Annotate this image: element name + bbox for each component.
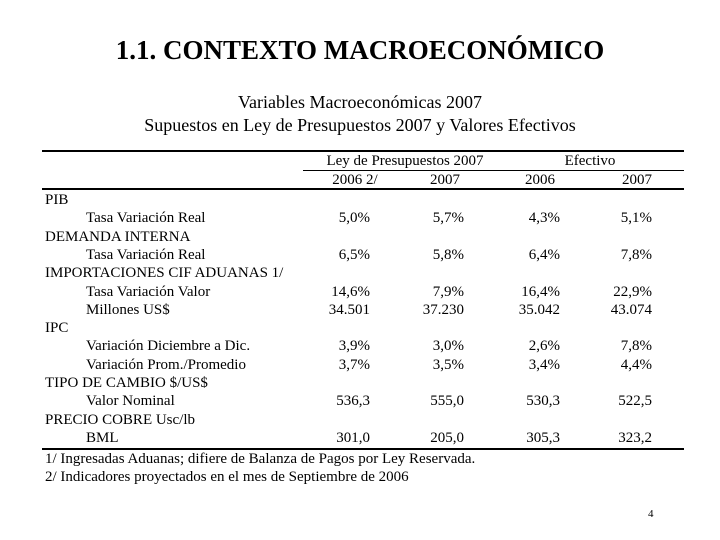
table-row [42, 337, 684, 355]
row-label: BML [86, 430, 119, 446]
table-row [42, 429, 684, 447]
table-cell: 3,5% [432, 357, 464, 373]
page-number: 4 [648, 508, 654, 520]
table-cell: 7,8% [620, 338, 652, 354]
section-label: DEMANDA INTERNA [45, 229, 191, 245]
table-cell: 5,0% [338, 210, 370, 226]
table-cell: 3,9% [338, 338, 370, 354]
footnote-1: 1/ Ingresadas Aduanas; difiere de Balanza de Pagos por Ley Reservada. [45, 451, 476, 467]
table-row [42, 209, 684, 227]
table-cell: 5,1% [620, 210, 652, 226]
header-bottom-rule [42, 188, 684, 190]
subtitle-line-2: Supuestos en Ley de Presupuestos 2007 y Valores Efectivos [144, 115, 576, 135]
header-ley-presupuestos: Ley de Presupuestos 2007 [326, 153, 484, 169]
table-cell: 323,2 [618, 430, 652, 446]
table-cell: 2,6% [528, 338, 560, 354]
table-row [42, 283, 684, 301]
table-section-row [42, 264, 684, 282]
table-row [42, 392, 684, 410]
table-section-row [42, 411, 684, 429]
table-section-row [42, 228, 684, 246]
table-cell: 7,8% [620, 247, 652, 263]
col-header-ley-2006: 2006 2/ [332, 172, 378, 188]
table-cell: 522,5 [618, 393, 652, 409]
table-cell: 205,0 [430, 430, 464, 446]
row-label: Tasa Variación Real [86, 210, 206, 226]
section-label: PIB [45, 192, 69, 208]
table-cell: 301,0 [336, 430, 370, 446]
table-cell: 305,3 [526, 430, 560, 446]
table-cell: 6,4% [528, 247, 560, 263]
table-cell: 4,4% [620, 357, 652, 373]
table-cell: 16,4% [521, 284, 560, 300]
header-underline-efectivo [494, 170, 684, 171]
table-section-row [42, 374, 684, 392]
table-cell: 555,0 [430, 393, 464, 409]
table-cell: 3,4% [528, 357, 560, 373]
section-label: IMPORTACIONES CIF ADUANAS 1/ [45, 265, 284, 281]
section-label: TIPO DE CAMBIO $/US$ [45, 375, 208, 391]
table-cell: 7,9% [432, 284, 464, 300]
header-efectivo: Efectivo [564, 153, 616, 169]
table-cell: 536,3 [336, 393, 370, 409]
row-label: Valor Nominal [86, 393, 175, 409]
table-cell: 22,9% [613, 284, 652, 300]
table-cell: 37.230 [422, 302, 464, 318]
table-cell: 6,5% [338, 247, 370, 263]
table-section-row [42, 319, 684, 337]
col-header-efectivo-2007: 2007 [622, 172, 652, 188]
col-header-efectivo-2006: 2006 [525, 172, 555, 188]
section-label: IPC [45, 320, 69, 336]
table-cell: 35.042 [518, 302, 560, 318]
row-label: Variación Diciembre a Dic. [86, 338, 251, 354]
table-cell: 5,8% [432, 247, 464, 263]
table-cell: 43.074 [610, 302, 652, 318]
table-cell: 14,6% [331, 284, 370, 300]
row-label: Millones US$ [86, 302, 170, 318]
table-row [42, 356, 684, 374]
table-cell: 5,7% [432, 210, 464, 226]
table-cell: 4,3% [528, 210, 560, 226]
table-row [42, 246, 684, 264]
table-cell: 530,3 [526, 393, 560, 409]
table-row [42, 301, 684, 319]
subtitle-line-1: Variables Macroeconómicas 2007 [238, 92, 482, 112]
table-cell: 34.501 [328, 302, 370, 318]
page-title: 1.1. CONTEXTO MACROECONÓMICO [115, 35, 605, 65]
footnote-2: 2/ Indicadores proyectados en el mes de Septiembre de 2006 [45, 469, 409, 485]
row-label: Variación Prom./Promedio [86, 357, 246, 373]
row-label: Tasa Variación Valor [86, 284, 211, 300]
table-top-rule [42, 150, 684, 152]
table-cell: 3,0% [432, 338, 464, 354]
col-header-ley-2007: 2007 [430, 172, 460, 188]
header-underline-ley [303, 170, 507, 171]
table-section-row [42, 191, 684, 209]
row-label: Tasa Variación Real [86, 247, 206, 263]
table-bottom-rule [42, 448, 684, 450]
section-label: PRECIO COBRE Usc/lb [45, 412, 196, 428]
table-cell: 3,7% [338, 357, 370, 373]
